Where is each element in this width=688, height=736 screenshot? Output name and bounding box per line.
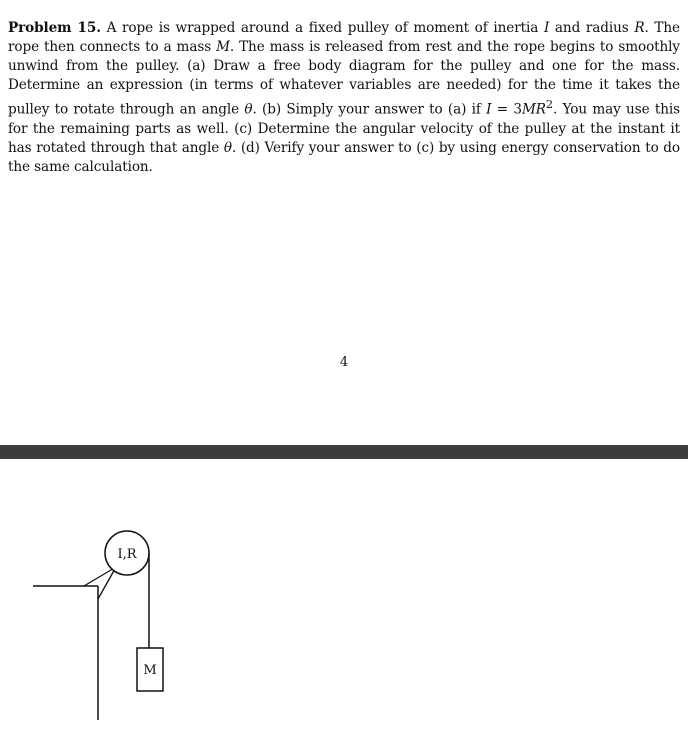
page-divider xyxy=(0,445,688,459)
variable-inertia: I xyxy=(543,19,550,36)
problem-text: . The rope then connects to a mass xyxy=(8,19,680,55)
pulley-figure xyxy=(0,459,688,732)
variable-angle: θ xyxy=(244,101,253,118)
problem-text: . (d) Verify your answer to (c) by using energy conservation to do the same calculation. xyxy=(8,139,680,175)
problem-text: A rope is wrapped around a fixed pulley of moment of inertia xyxy=(100,19,544,36)
variable-inertia: I xyxy=(486,101,492,118)
variable-angle: θ xyxy=(223,139,232,156)
problem-text: . You may use this for the remaining parts as well. (c) Determine the angular velocity of the pulley at the instant it has rotated through that angle xyxy=(8,101,680,156)
problem-heading: Problem 15. xyxy=(8,19,101,36)
problem-text: and radius xyxy=(549,19,635,36)
variable-radius: R xyxy=(634,19,645,36)
mass-label: M xyxy=(143,663,157,678)
problem-text: . The mass is released from rest and the rope begins to smoothly unwind from the pulley. (a) Draw a free body diagram for the pulley and one for the mass. Determine an expression (in terms of whatever variables are needed) for the time it takes the pulley to rotate through an angle xyxy=(8,38,681,118)
variable-mass: M xyxy=(216,38,230,55)
pulley-diagram xyxy=(0,459,688,732)
problem-statement xyxy=(8,19,680,177)
pulley-label: I,R xyxy=(117,547,137,562)
variable-mr: MR xyxy=(521,101,546,118)
problem-text: . (b) Simply your answer to (a) if xyxy=(252,101,487,118)
exponent: 2 xyxy=(545,96,554,111)
page-number: 4 xyxy=(339,355,349,370)
problem-text: = 3 xyxy=(491,101,522,118)
